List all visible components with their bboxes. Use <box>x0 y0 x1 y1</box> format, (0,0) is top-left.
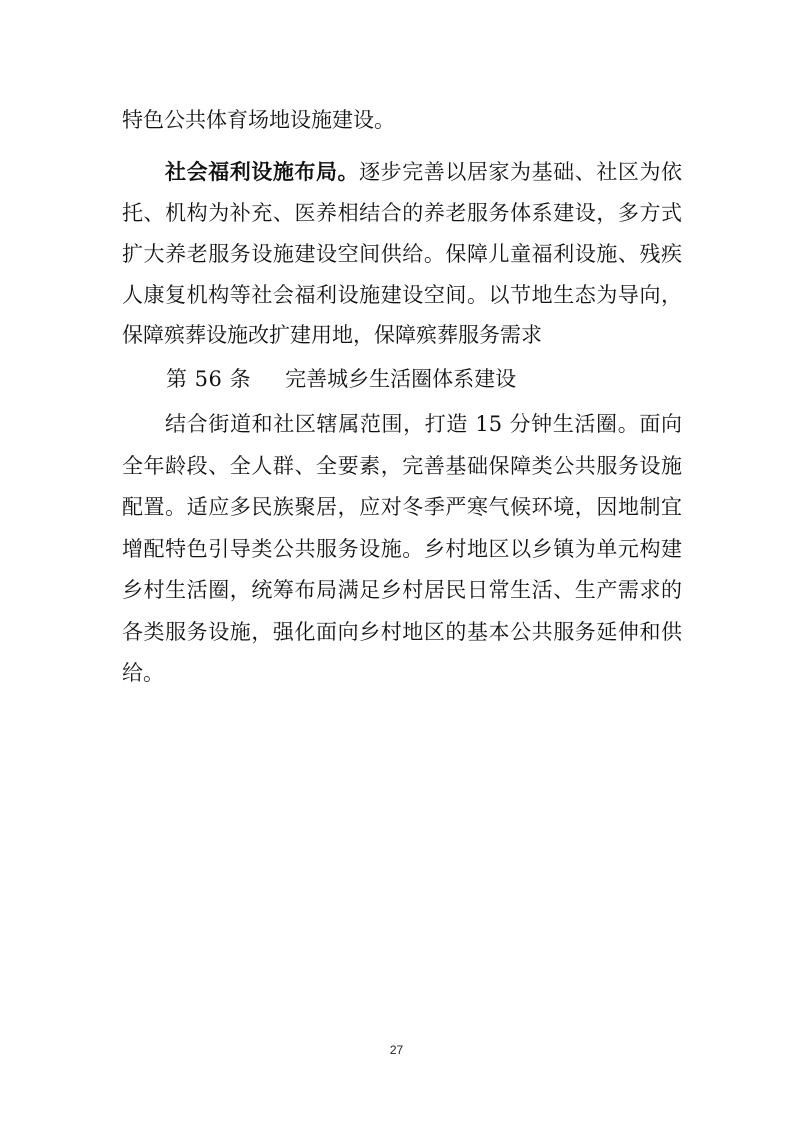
article-title: 完善城乡生活圈体系建设 <box>285 367 517 391</box>
text-line <box>165 160 682 184</box>
text-line: 配置。适应多民族聚居，应对冬季严寒气候环境，因地制宜 <box>122 495 682 519</box>
text-line: 扩大养老服务设施建设空间供给。保障儿童福利设施、残疾 <box>122 242 682 266</box>
article-number: 第 56 条 <box>166 367 252 391</box>
text-line: 托、机构为补充、医养相结合的养老服务体系建设，多方式 <box>122 201 682 225</box>
page-number: 27 <box>389 1043 404 1057</box>
text-line: 全年龄段、全人群、全要素，完善基础保障类公共服务设施 <box>122 454 682 478</box>
text-line: 增配特色引导类公共服务设施。乡村地区以乡镇为单元构建 <box>122 537 682 561</box>
text-segment: 逐步完善以居家为基础、社区为依 <box>359 160 683 184</box>
text-line: 结合街道和社区辖属范围，打造 15 分钟生活圈。面向 <box>165 412 682 436</box>
section-lead: 社会福利设施布局。 <box>165 159 360 184</box>
text-line: 各类服务设施，强化面向乡村地区的基本公共服务延伸和供 <box>122 620 682 644</box>
text-line: 特色公共体育场地设施建设。 <box>122 108 395 132</box>
article-heading <box>166 367 516 391</box>
text-line: 乡村生活圈，统筹布局满足乡村居民日常生活、生产需求的 <box>122 578 682 602</box>
text-line: 给。 <box>122 661 164 685</box>
text-line: 保障殡葬设施改扩建用地，保障殡葬服务需求 <box>122 323 542 347</box>
text-line: 人康复机构等社会福利设施建设空间。以节地生态为导向， <box>122 283 682 307</box>
